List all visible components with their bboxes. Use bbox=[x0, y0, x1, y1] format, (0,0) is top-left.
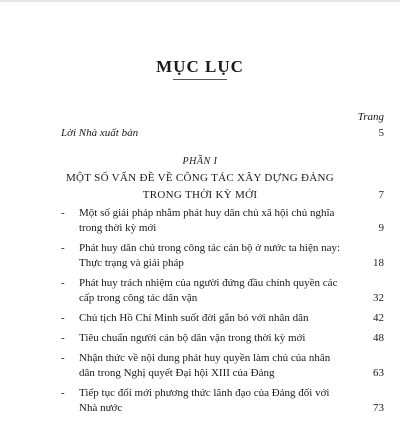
toc-entry-page: 73 bbox=[373, 402, 384, 414]
toc-entry-text: Chủ tịch Hồ Chí Minh suốt đời gắn bó với nhân dân bbox=[79, 312, 309, 324]
part-title-line-2: TRONG THỜI KỲ MỚI bbox=[142, 189, 258, 201]
toc-entry[interactable] bbox=[61, 386, 384, 416]
toc-entry[interactable] bbox=[61, 331, 384, 346]
toc-entry[interactable] bbox=[61, 311, 384, 326]
entry-dash: - bbox=[61, 387, 65, 399]
entry-dash: - bbox=[61, 242, 65, 254]
part-label: PHẦN I bbox=[182, 156, 218, 167]
toc-entry-text: Nhận thức về nội dung phát huy quyền làm chủ của nhân dân trong Nghị quyết Đại hội XIII của Đảng bbox=[79, 352, 331, 379]
page-title: MỤC LỤC bbox=[156, 57, 244, 76]
toc-entry-list bbox=[61, 206, 384, 421]
entry-dash: - bbox=[61, 312, 65, 324]
part-page: 7 bbox=[378, 189, 384, 201]
entry-dash: - bbox=[61, 332, 65, 344]
toc-entry-page: 9 bbox=[378, 222, 384, 234]
entry-dash: - bbox=[61, 207, 65, 219]
toc-entry-page: 5 bbox=[378, 127, 384, 139]
toc-entry-text: Phát huy dân chủ trong công tác cán bộ ở nước ta hiện nay: Thực trạng và giải pháp bbox=[79, 242, 341, 269]
toc-entry-text: Phát huy trách nhiệm của người đứng đầu chính quyền các cấp trong công tác dân vận bbox=[79, 277, 338, 304]
toc-entry-page: 42 bbox=[373, 312, 384, 324]
toc-entry-page: 32 bbox=[373, 292, 384, 304]
entry-dash: - bbox=[61, 352, 65, 364]
toc-entry-text: Tiếp tục đổi mới phương thức lãnh đạo của Đảng đối với Nhà nước bbox=[79, 387, 330, 414]
page-column-label: Trang bbox=[357, 111, 384, 123]
toc-entry[interactable] bbox=[61, 206, 384, 236]
toc-entry-text: Tiêu chuẩn người cán bộ dân vận trong thời kỳ mới bbox=[79, 332, 306, 344]
toc-entry[interactable] bbox=[61, 276, 384, 306]
toc-entry[interactable] bbox=[61, 351, 384, 381]
entry-dash: - bbox=[61, 277, 65, 289]
toc-entry-text: Lời Nhà xuất bản bbox=[61, 127, 139, 139]
toc-entry-intro[interactable] bbox=[61, 127, 384, 141]
toc-entry[interactable] bbox=[61, 241, 384, 271]
toc-entry-text: Một số giải pháp nhằm phát huy dân chủ xã hội chủ nghĩa trong thời kỳ mới bbox=[79, 207, 335, 234]
toc-entry-page: 18 bbox=[373, 257, 384, 269]
title-underline bbox=[173, 79, 227, 80]
toc-entry-page: 48 bbox=[373, 332, 384, 344]
toc-entry-page: 63 bbox=[373, 367, 384, 379]
part-title-line-1: MỘT SỐ VẤN ĐỀ VỀ CÔNG TÁC XÂY DỰNG ĐẢNG bbox=[65, 172, 335, 184]
